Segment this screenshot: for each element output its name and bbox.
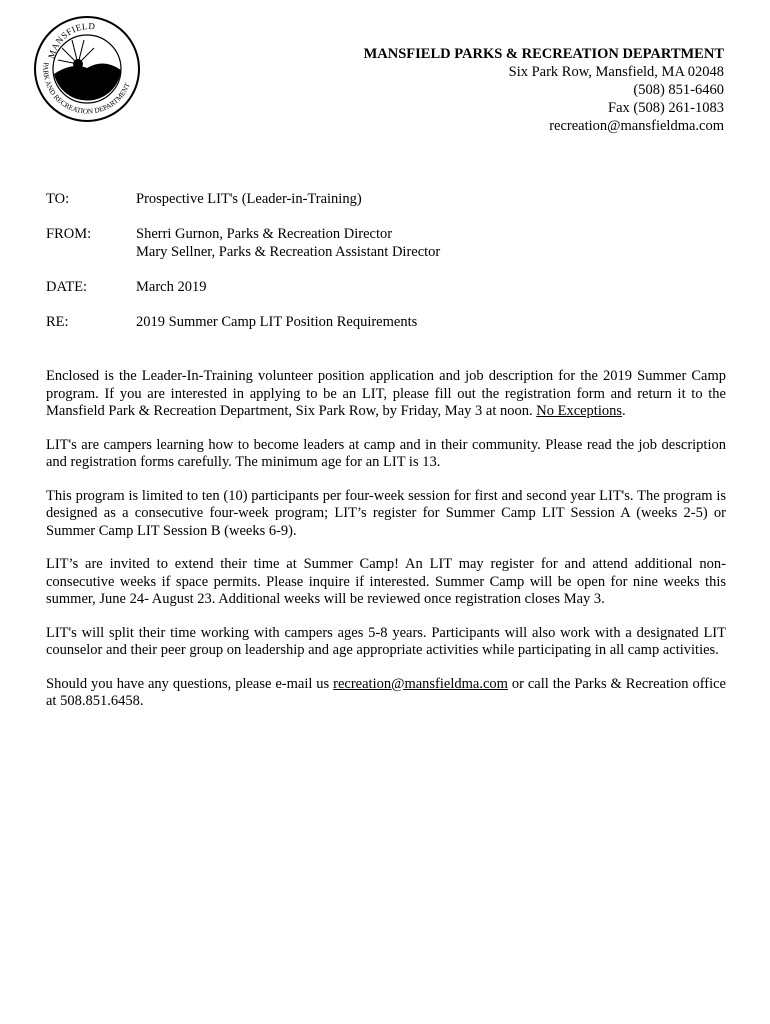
email-link[interactable]: recreation@mansfieldma.com (333, 675, 508, 692)
email: recreation@mansfieldma.com (549, 118, 724, 134)
from-value-1: Sherri Gurnon, Parks & Recreation Director (136, 226, 393, 242)
memo-block (46, 190, 726, 348)
from-label: FROM: (46, 226, 92, 242)
p1-end: . (622, 403, 626, 419)
p1-text: Enclosed is the Leader-In-Training volunteer position application and job description for the 2019 Summer Camp program. If you are interested in applying to be an LIT, please fill out the registration form and return it to the Mansfield Park & Recreation Department, Six Park Row, by Friday, May 3 at noon. (46, 368, 726, 419)
p6-end: or call the Parks & Recreation office at 508.851.6458. (46, 675, 726, 709)
letter-body (46, 368, 726, 727)
letterhead (364, 45, 724, 135)
address: Six Park Row, Mansfield, MA 02048 (508, 64, 724, 80)
p6-text: Should you have any questions, please e-mail us (46, 675, 334, 692)
logo-text-around: PARK AND RECREATION DEPARTMENT (41, 61, 132, 116)
memo-re (46, 313, 726, 331)
phone: (508) 851-6460 (633, 82, 724, 98)
paragraph-2: LIT's are campers learning how to become leaders at camp and in their community. Please read the job description and registration forms carefully. The minimum age for an LIT is 13. (46, 436, 726, 470)
re-label: RE: (46, 314, 69, 330)
memo-from (46, 225, 726, 261)
no-exceptions-text: No Exceptions (536, 403, 623, 419)
department-seal-logo (32, 14, 142, 124)
paragraph-1 (46, 368, 726, 421)
to-value: Prospective LIT's (Leader-in-Training) (136, 191, 362, 207)
re-value: 2019 Summer Camp LIT Position Requirements (136, 314, 418, 330)
paragraph-5: LIT's will split their time working with campers ages 5-8 years. Participants will also work with a designated LIT counselor and their peer group on leadership and age appropriate activities while participating in all camp activities. (46, 624, 726, 658)
paragraph-4: LIT’s are invited to extend their time at Summer Camp! An LIT may register for and attend additional non-consecutive weeks if space permits. Please inquire if interested. Summer Camp will be open for nine weeks this summer, June 24- August 23. Additional weeks will be reviewed once registration closes May 3. (46, 556, 726, 607)
memo-date (46, 278, 726, 296)
paragraph-3: This program is limited to ten (10) participants per four-week session for first and second year LIT's. The program is designed as a consecutive four-week program; LIT’s register for Summer Camp LIT Session A (weeks 2-5) or Summer Camp LIT Session B (weeks 6-9). (46, 487, 726, 539)
department-name: MANSFIELD PARKS & RECREATION DEPARTMENT (363, 46, 724, 62)
to-label: TO: (46, 191, 70, 207)
from-value-2: Mary Sellner, Parks & Recreation Assistant Director (136, 244, 441, 260)
logo-text-top: MANSFIELD (46, 20, 96, 60)
date-value: March 2019 (136, 279, 207, 295)
fax: Fax (508) 261-1083 (608, 100, 724, 116)
memo-to (46, 190, 726, 208)
date-label: DATE: (46, 279, 88, 295)
paragraph-6 (46, 676, 726, 711)
